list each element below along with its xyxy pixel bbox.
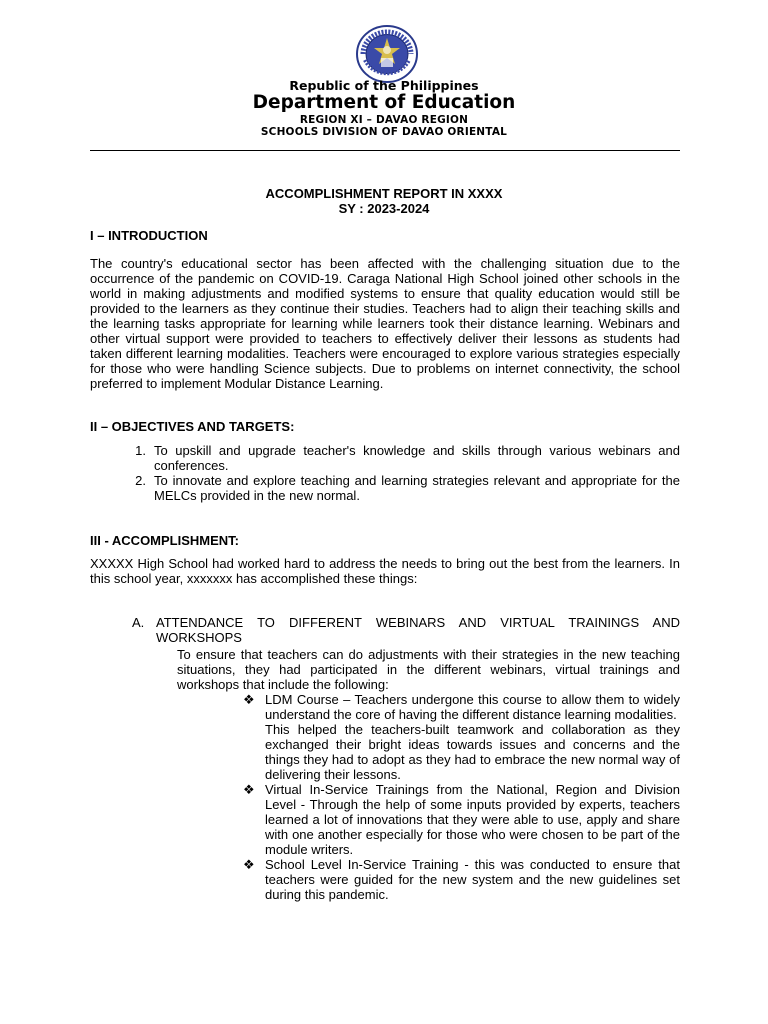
list-item	[243, 857, 680, 902]
objectives-heading: II – OBJECTIVES AND TARGETS:	[90, 419, 295, 434]
section-a	[132, 615, 680, 645]
item-number: 2.	[135, 473, 146, 488]
item-number: 1.	[135, 443, 146, 458]
deped-seal-logo	[355, 24, 419, 84]
bullet-text: School Level In-Service Training - this was conducted to ensure that teachers were guided for the new system and the new guidelines set during this pandemic.	[265, 857, 680, 902]
objectives-list	[90, 443, 680, 503]
header-divider	[90, 150, 680, 151]
school-year: SY : 2023-2024	[338, 201, 430, 216]
section-letter: A.	[132, 615, 145, 630]
item-text: To innovate and explore teaching and learning strategies relevant and appropriate for the MELCs provided in the new normal.	[154, 473, 680, 503]
accomplishment-paragraph: XXXXX High School had worked hard to address the needs to bring out the best from the learners. In this school year, xxxxxxx has accomplished these things:	[90, 556, 680, 586]
bullet-extra-text: This helped the teachers-built teamwork and collaboration as they exchanged their bright ideas towards issues and concerns and the things they had to adopt as they had to embrace the new normal way of delivering their lessons.	[265, 722, 680, 782]
accomplishment-heading: III - ACCOMPLISHMENT:	[90, 533, 240, 548]
division-line: SCHOOLS DIVISION OF DAVAO ORIENTAL	[260, 126, 508, 138]
republic-line: Republic of the Philippines	[289, 78, 479, 93]
section-a-intro: To ensure that teachers can do adjustments with their strategies in the new teaching situations, they had participated in the different webinars, virtual trainings and workshops that include the following:	[177, 647, 680, 692]
department-title: Department of Education	[252, 92, 516, 113]
report-title: ACCOMPLISHMENT REPORT IN XXXX	[265, 186, 503, 201]
region-line: REGION XI – DAVAO REGION	[299, 114, 469, 126]
bullet-text: Virtual In-Service Trainings from the National, Region and Division Level - Through the help of some inputs provided by experts, teachers learned a lot of innovations that they were able to use, apply and share with one another especially for those who were chosen to be part of the module writers.	[265, 782, 680, 857]
bullet-text: LDM Course – Teachers undergone this course to allow them to widely understand the core of having the different distance learning modalities.	[265, 692, 680, 722]
webinar-bullet-list	[243, 692, 680, 902]
section-a-heading	[132, 615, 680, 645]
section-title: ATTENDANCE TO DIFFERENT WEBINARS AND VIRTUAL TRAININGS AND WORKSHOPS	[156, 615, 680, 645]
list-item	[243, 692, 680, 782]
diamond-bullet-icon: ❖	[243, 782, 255, 797]
list-item	[90, 473, 680, 503]
item-text: To upskill and upgrade teacher's knowledge and skills through various webinars and conferences.	[154, 443, 680, 473]
introduction-heading: I – INTRODUCTION	[90, 228, 208, 243]
diamond-bullet-icon: ❖	[243, 857, 255, 872]
diamond-bullet-icon: ❖	[243, 692, 255, 707]
list-item	[90, 443, 680, 473]
list-item	[243, 782, 680, 857]
introduction-paragraph: The country's educational sector has been affected with the challenging situation due to the occurrence of the pandemic on COVID-19. Caraga National High School joined other schools in the world in making adjustments and modified systems to ensure that quality education would still be provided to the learners as they continue their studies. Teachers had to align their teaching skills and the learning tasks appropriate for learning while learners took their distance learning. Webinars and other virtual support were provided to teachers to effectively deliver their lessons as students had taken different learning modalities. Teachers were encouraged to explore various strategies especially for those who were handling Science subjects. Due to problems on internet connectivity, the school preferred to implement Modular Distance Learning.	[90, 256, 680, 391]
